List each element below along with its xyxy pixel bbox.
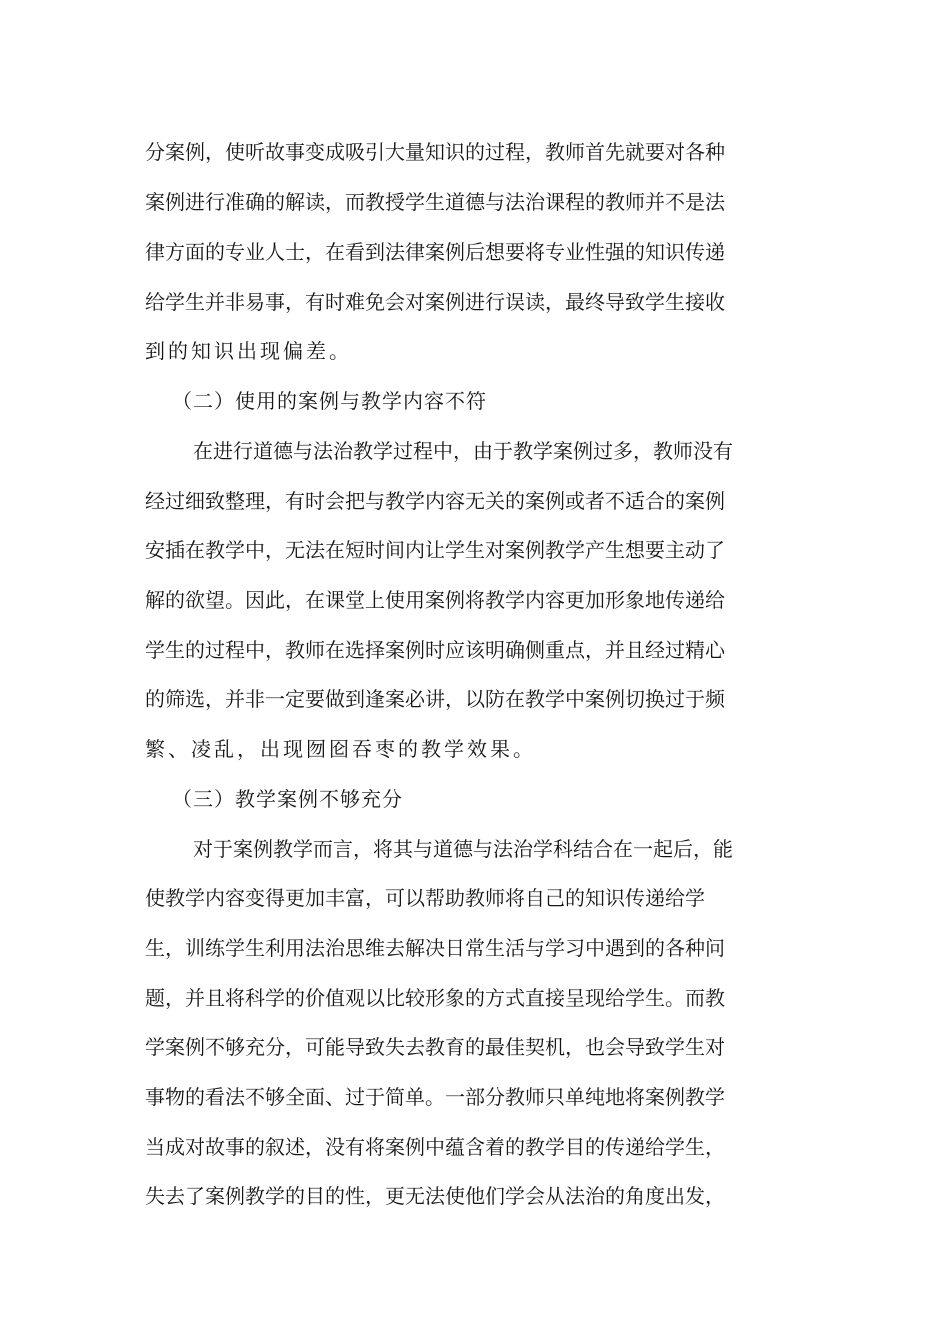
- paragraph-2-line-6: 的筛选，并非一定要做到逢案必讲，以防在教学中案例切换过于频: [145, 687, 725, 711]
- paragraph-2-line-1: 在进行道德与法治教学过程中，由于教学案例过多，教师没有: [193, 439, 733, 463]
- paragraph-3-line-4: 题，并且将科学的价值观以比较形象的方式直接呈现给学生。而教: [145, 986, 725, 1010]
- paragraph-3-line-6: 事物的看法不够全面、过于简单。一部分教师只单纯地将案例教学: [145, 1085, 725, 1109]
- paragraph-1-line-2: 案例进行准确的解读，而教授学生道德与法治课程的教师并不是法: [145, 190, 725, 214]
- paragraph-3-line-7: 当成对故事的叙述，没有将案例中蕴含着的教学目的传递给学生，: [145, 1135, 725, 1159]
- paragraph-3-line-2: 使教学内容变得更加丰富，可以帮助教师将自己的知识传递给学: [145, 886, 705, 910]
- paragraph-2-line-5: 学生的过程中，教师在选择案例时应该明确侧重点，并且经过精心: [145, 638, 725, 662]
- paragraph-2-line-3: 安插在教学中，无法在短时间内让学生对案例教学产生想要主动了: [145, 538, 725, 562]
- paragraph-2-line-7: 繁、凌乱，出现囫囵吞枣的教学效果。: [145, 737, 536, 761]
- section-heading-3: （三）教学案例不够充分: [172, 787, 403, 811]
- paragraph-1-line-5: 到的知识出现偏差。: [145, 339, 352, 363]
- paragraph-3-line-5: 学案例不够充分，可能导致失去教育的最佳契机，也会导致学生对: [145, 1035, 725, 1059]
- paragraph-2-line-4: 解的欲望。因此，在课堂上使用案例将教学内容更加形象地传递给: [145, 588, 725, 612]
- paragraph-1-line-4: 给学生并非易事，有时难免会对案例进行误读，最终导致学生接收: [145, 290, 725, 314]
- paragraph-1-line-3: 律方面的专业人士，在看到法律案例后想要将专业性强的知识传递: [145, 240, 725, 264]
- paragraph-2-line-2: 经过细致整理，有时会把与教学内容无关的案例或者不适合的案例: [145, 489, 725, 513]
- section-heading-2: （二）使用的案例与教学内容不符: [172, 389, 487, 413]
- paragraph-3-line-8: 失去了案例教学的目的性，更无法使他们学会从法治的角度出发，: [145, 1184, 725, 1208]
- paragraph-3-line-3: 生，训练学生利用法治思维去解决日常生活与学习中遇到的各种问: [145, 936, 725, 960]
- paragraph-3-line-1: 对于案例教学而言，将其与道德与法治学科结合在一起后，能: [193, 837, 733, 861]
- paragraph-1-line-1: 分案例，使听故事变成吸引大量知识的过程，教师首先就要对各种: [145, 140, 725, 164]
